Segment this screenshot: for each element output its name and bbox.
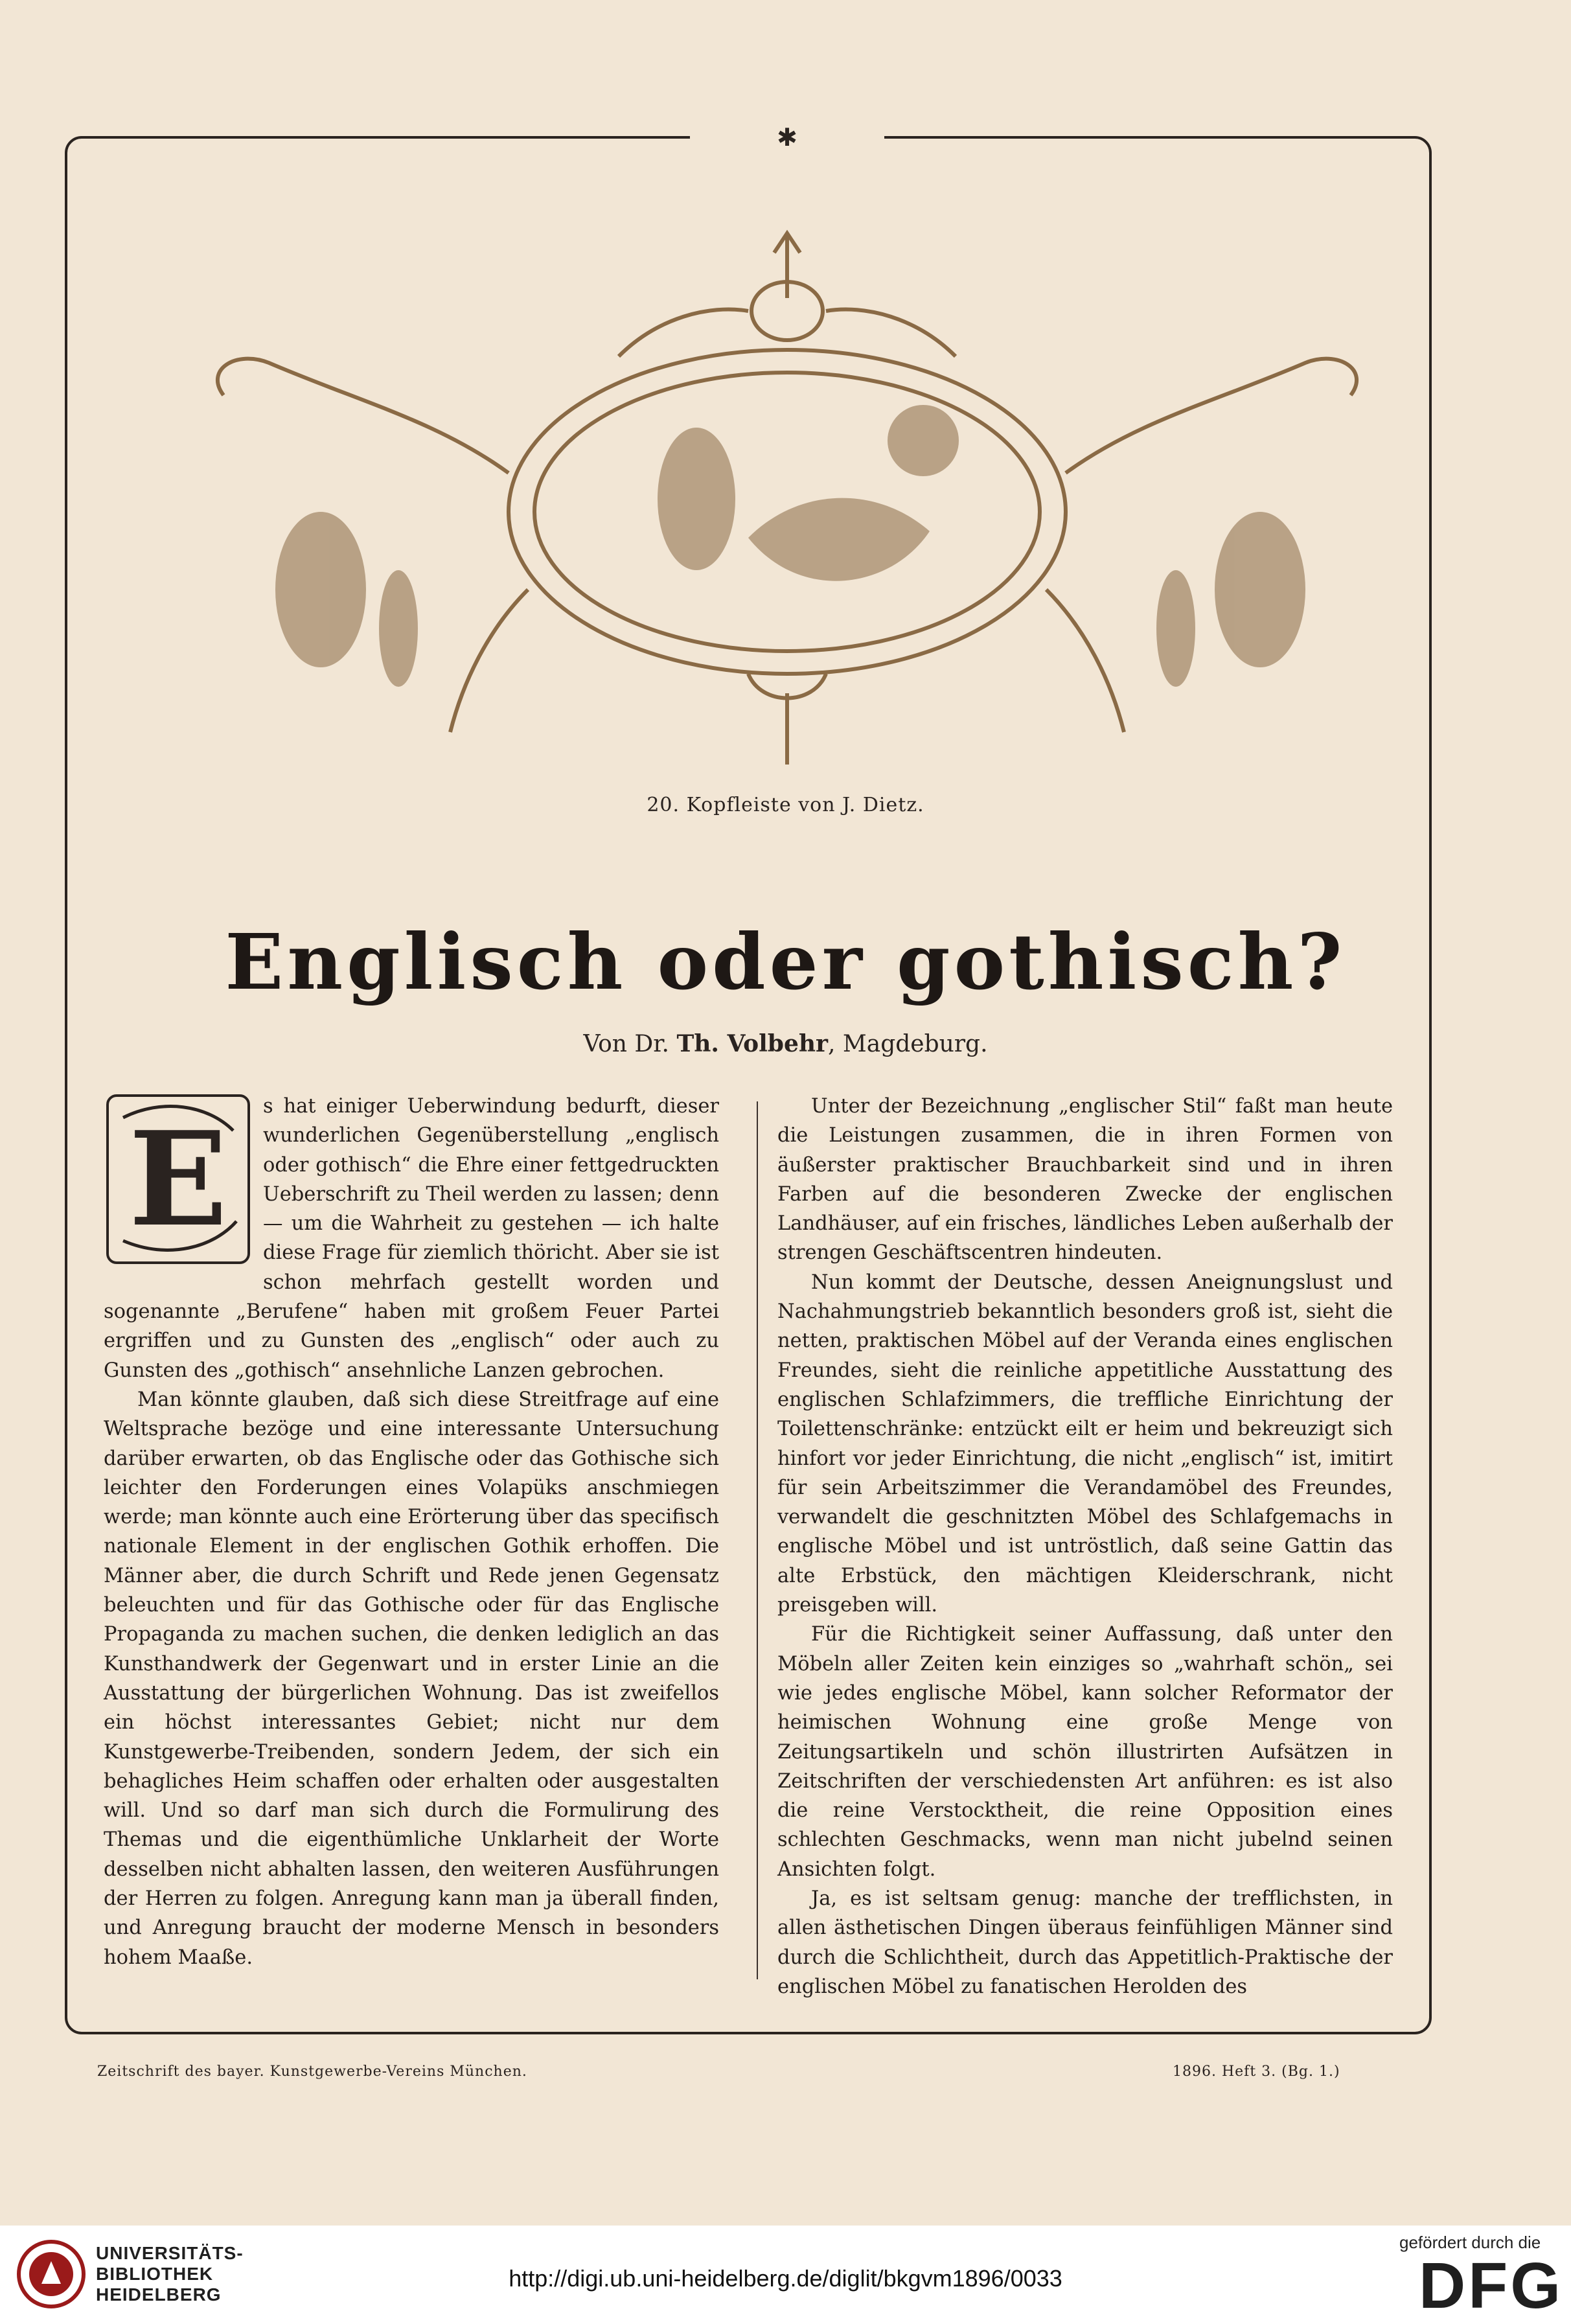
paragraph: Man könnte glauben, daß sich diese Streitfrage auf eine Weltsprache bezöge und eine interessante Untersuchung darüber erwarten, ob das Englische oder das Gothische sich leichter den Forderungen eines Volapüks anschmiegen werde; man könnte auch eine Erörterung über das specifisch nationale Element in der englischen Gothik erhoffen. Die Männer aber, die durch Schrift und Rede jenen Gegensatz beleuchten und für das Gothische oder für das Englische Propaganda zu machen suchen, die denken lediglich an das Kunsthandwerk der Gegenwart und in erster Linie an die Ausstattung der bürgerlichen Wohnung. Das ist zweifellos ein höchst interessantes Gebiet; nicht nur dem Kunstgewerbe-Treibenden, sondern Jedem, der sich ein behagliches Heim schaffen oder erhalten oder ausgestalten will. Und so darf man sich durch die Formulirung des Themas und die eigenthümliche Unklarheit der Worte desselben nicht abhalten lassen, den weiteren Ausführungen der Herren zu folgen. Anregung kann man ja überall finden, und Anregung braucht der moderne Mensch in besonders hohem Maaße.	[104, 1388, 719, 1969]
paragraph: Ja, es ist seltsam genug: manche der trefflichsten, in allen ästhetischen Dingen überaus feinfühligen Männer sind durch die Schlichtheit, durch das Appetitlich-Praktische der englischen Möbel zu fanatischen Herolden des	[777, 1887, 1393, 1998]
byline-suffix: , Magdeburg.	[828, 1031, 988, 1057]
source-url-link[interactable]: http://digi.ub.uni-heidelberg.de/diglit/bkgvm1896/0033	[509, 2265, 1062, 2292]
paragraph: Unter der Bezeichnung „englischer Stil“ faßt man heute die Leistungen zusammen, die in ihren Formen von äußerster praktischer Brauchbarkeit sind und in ihren Farben auf die besonderen Zwecke der englischen Landhäuser, auf ein frisches, ländliches Leben außerhalb der strengen Geschäftscentren hindeuten.	[777, 1095, 1393, 1265]
library-line: UNIVERSITÄTS-	[96, 2243, 244, 2263]
left-column	[104, 1092, 719, 1972]
paragraph: Für die Richtigkeit seiner Auffassung, daß unter den Möbeln aller Zeiten kein einziges so „wahrhaft schön„ sei wie jedes englische Möbel, kann solcher Reformator der heimischen Wohnung eine große Menge von Zeitungsartikeln und schön illustrirten Aufsätzen in Zeitschriften der verschiedensten Art anführen: es ist also die reine Verstocktheit, die reine Opposition eines schlechten Geschmacks, wenn man nicht jubelnd seinen Ansichten folgt.	[777, 1623, 1393, 1881]
footer-journal: Zeitschrift des bayer. Kunstgewerbe-Vereins München.	[97, 2064, 527, 2080]
frame-ornament-icon: ✱	[690, 124, 884, 150]
initial-letter: E	[128, 1103, 228, 1256]
paragraph: Nun kommt der Deutsche, dessen Aneignungslust und Nachahmungstrieb bekanntlich besonders groß ist, sieht die netten, praktischen Möbel auf der Veranda eines englischen Freundes, sieht die reinliche appetitliche Ausstattung des englischen Schlafzimmers, die treffliche Einrichtung der Toilettenschränke: entzückt eilt er heim und bekreuzigt sich hinfort vor jeder Einrichtung, die nicht „englisch“ ist, imitirt für sein Arbeitszimmer die Verandamöbel des Freundes, verwandelt die geschnitzten Möbel des Schlafgemachs in englische Möbel und ist untröstlich, daß seine Gattin das alte Erbstück, den mächtigen Kleiderschrank, nicht preisgeben will.	[777, 1271, 1393, 1617]
column-divider	[757, 1101, 758, 1979]
paragraph: s hat einiger Ueberwindung bedurft, dieser wunderlichen Gegenüberstellung „englisch oder gothisch“ die Ehre einer fettgedruckten Ueberschrift zu Theil werden zu lassen; denn — um die Wahrheit zu gestehen — ich halte diese Frage für ziemlich thöricht. Aber sie ist schon mehrfach gestellt worden und sogenannte „Berufene“ haben mit großem Feuer Partei ergriffen und zu Gunsten des „englisch“ oder auch zu Gunsten des „gothisch“ ansehnliche Lanzen gebrochen.	[104, 1095, 719, 1382]
headpiece-vignette	[165, 227, 1403, 797]
byline-prefix: Von Dr.	[583, 1031, 677, 1057]
decorated-initial	[104, 1092, 253, 1267]
figure-caption: 20. Kopfleiste von J. Dietz.	[647, 794, 924, 816]
library-line: HEIDELBERG	[96, 2284, 222, 2305]
footer-issue: 1896. Heft 3. (Bg. 1.)	[1173, 2064, 1340, 2080]
article-title: Englisch oder gothisch?	[225, 917, 1346, 1007]
byline	[0, 1030, 1571, 1057]
dfg-logo[interactable]: DFG	[1419, 2249, 1564, 2322]
funder-note: gefördert durch die	[1399, 2233, 1541, 2252]
library-line: BIBLIOTHEK	[96, 2264, 214, 2284]
author-name: Th. Volbehr	[676, 1030, 828, 1057]
right-column	[777, 1092, 1393, 2001]
